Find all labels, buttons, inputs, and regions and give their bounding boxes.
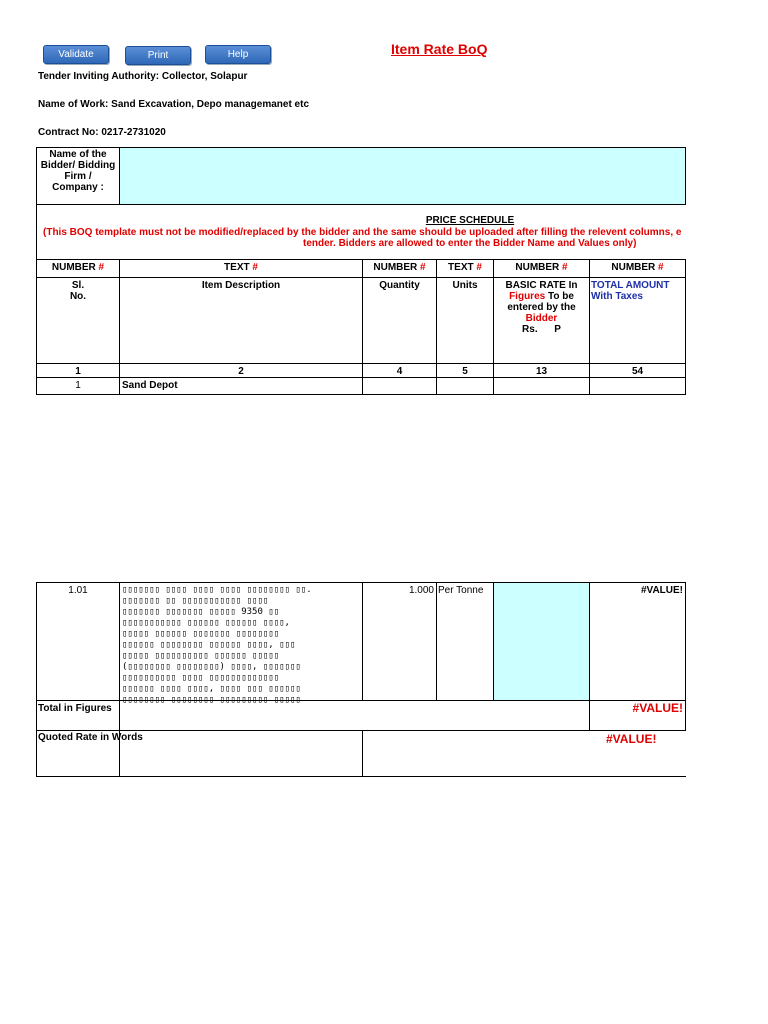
col-number-13: 13 (535, 366, 548, 377)
type-cell-5: NUMBER # (515, 262, 568, 273)
header-sl-no: Sl. No. (69, 280, 87, 302)
type-cell-2: TEXT # (224, 262, 258, 273)
bidder-label: Name of the Bidder/ Bidding Firm / Company : (40, 149, 116, 193)
col-number-1: 1 (75, 366, 81, 377)
header-units: Units (452, 280, 478, 291)
total-figures-label: Total in Figures (38, 703, 112, 714)
basic-rate-input[interactable] (494, 583, 589, 700)
boq-note-line1: (This BOQ template must not be modified/replaced by the bidder and the same should be uploaded after filling the relevent columns, e (43, 227, 682, 238)
type-cell-1: NUMBER # (51, 262, 105, 273)
bidder-name-input[interactable] (120, 148, 685, 204)
item-quantity: 1.000 (408, 585, 434, 596)
name-of-work: Name of Work: Sand Excavation, Depo managemanet etc (38, 99, 310, 110)
page-title: Item Rate BoQ (391, 41, 488, 57)
tender-authority: Tender Inviting Authority: Collector, Solapur (38, 71, 248, 82)
col-number-2: 2 (238, 366, 244, 377)
print-button[interactable]: Print (125, 46, 191, 65)
validate-button[interactable]: Validate (43, 45, 109, 64)
item-description: ▯▯▯▯▯▯▯ ▯▯▯▯ ▯▯▯▯ ▯▯▯▯ ▯▯▯▯▯▯▯▯ ▯▯. ▯▯▯▯▯▯▯ ▯▯ ▯▯▯▯▯▯▯▯▯▯▯ ▯▯▯▯ ▯▯▯▯▯▯▯ ▯▯▯▯▯▯▯ ▯▯▯▯▯ 9350 ▯▯ ▯▯▯▯▯▯▯▯▯▯▯ ▯▯▯▯▯▯ ▯▯▯▯▯▯ ▯▯▯▯, ▯▯▯▯▯ ▯▯▯▯▯▯ ▯▯▯▯▯▯▯ ▯▯▯▯▯▯▯▯ ▯▯▯▯▯▯ ▯▯▯▯▯▯▯▯ ▯▯▯▯▯▯ ▯▯▯▯, ▯▯▯ ▯▯▯▯▯ ▯▯▯▯▯▯▯▯▯▯ ▯▯▯▯▯▯ ▯▯▯▯▯ (▯▯▯▯▯▯▯▯ ▯▯▯▯▯▯▯▯) ▯▯▯▯, ▯▯▯▯▯▯▯ ▯▯▯▯▯▯▯▯▯▯ ▯▯▯▯ ▯▯▯▯▯▯▯▯▯▯▯▯▯ ▯▯▯▯▯▯ ▯▯▯▯ ▯▯▯▯, ▯▯▯▯ ▯▯▯ ▯▯▯▯▯▯ ▯▯▯▯▯▯▯▯ ▯▯▯▯▯▯▯▯ ▯▯▯▯▯▯▯▯▯ ▯▯▯▯▯ (122, 585, 312, 705)
type-cell-6: NUMBER # (611, 262, 664, 273)
item-units: Per Tonne (438, 585, 484, 596)
col-number-5: 5 (462, 366, 468, 377)
header-basic-rate: BASIC RATE In Figures To be entered by the Bidder Rs. P (505, 280, 578, 335)
header-item-description: Item Description (201, 280, 281, 291)
help-button[interactable]: Help (205, 45, 271, 64)
quoted-words-label: Quoted Rate in Words (38, 732, 143, 743)
contract-no: Contract No: 0217-2731020 (38, 127, 166, 138)
col-number-54: 54 (631, 366, 644, 377)
type-cell-4: TEXT # (448, 262, 482, 273)
section-desc: Sand Depot (122, 380, 178, 391)
header-quantity: Quantity (379, 280, 420, 291)
section-sl: 1 (75, 380, 81, 391)
price-schedule-heading: PRICE SCHEDULE (425, 215, 515, 226)
header-total-amount: TOTAL AMOUNT With Taxes (591, 280, 670, 302)
item-total: #VALUE! (640, 585, 683, 596)
type-cell-3: NUMBER # (373, 262, 426, 273)
total-figures-value: #VALUE! (632, 701, 683, 715)
item-sl: 1.01 (68, 585, 88, 596)
quoted-words-value: #VALUE! (606, 732, 657, 746)
boq-note-line2: tender. Bidders are allowed to enter the Bidder Name and Values only) (303, 238, 637, 249)
col-number-4: 4 (396, 366, 403, 377)
